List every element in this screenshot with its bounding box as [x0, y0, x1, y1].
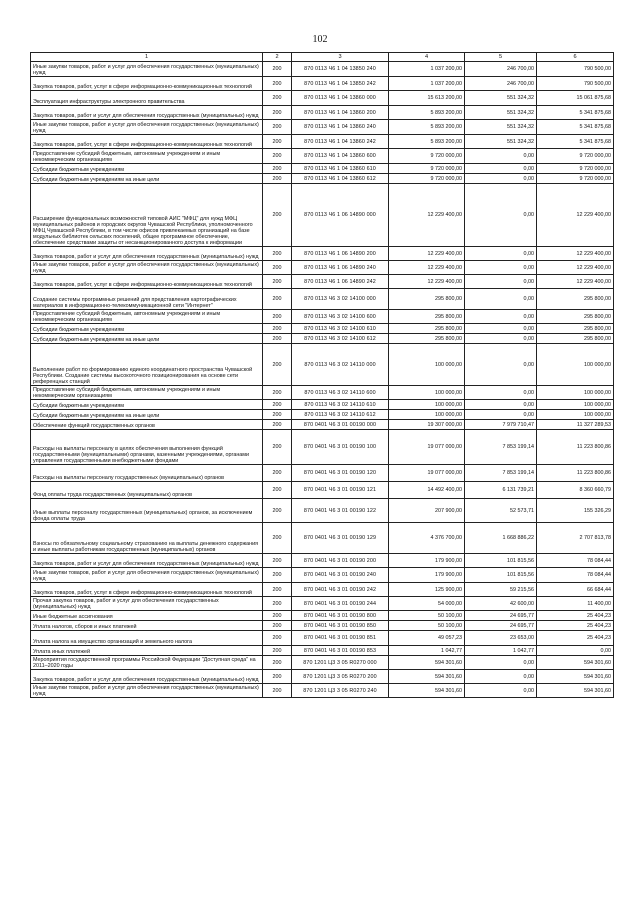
row-name-cell: Расходы на выплаты персоналу в целях обеспечения выполнения функций государственными (муниципальными) органами, казенными учреждениями, органами управления государственными внебюджетными фондами — [31, 430, 263, 465]
row-code-200-cell: 200 — [263, 583, 292, 597]
row-code-200-cell: 200 — [263, 611, 292, 621]
row-classification-code-cell: 870 0401 Ч6 3 01 00190 000 — [292, 420, 389, 430]
row-name-cell: Закупка товаров, работ и услуг для обеспечения государственных (муниципальных) нужд — [31, 670, 263, 684]
table-row — [31, 621, 614, 631]
row-amount-col4-cell: 100 000,00 — [389, 410, 465, 420]
row-code-200-cell: 200 — [263, 334, 292, 344]
row-amount-col4-cell: 12 229 400,00 — [389, 184, 465, 247]
row-amount-col6-cell: 9 720 000,00 — [537, 174, 614, 184]
row-name-cell: Субсидии бюджетным учреждениям — [31, 400, 263, 410]
row-name-cell: Закупка товаров, работ, услуг в сфере информационно-коммуникационных технологий — [31, 275, 263, 289]
row-classification-code-cell: 870 0113 Ч6 1 04 13860 200 — [292, 106, 389, 120]
row-classification-code-cell: 870 0401 Ч6 3 01 00190 122 — [292, 499, 389, 523]
table-row — [31, 120, 614, 135]
row-amount-col5-cell: 551 324,32 — [465, 91, 537, 106]
table-row — [31, 261, 614, 275]
row-code-200-cell: 200 — [263, 631, 292, 646]
row-amount-col4-cell: 594 301,60 — [389, 656, 465, 670]
row-classification-code-cell: 870 0113 Ч6 1 06 14890 242 — [292, 275, 389, 289]
row-amount-col4-cell: 49 057,23 — [389, 631, 465, 646]
row-code-200-cell: 200 — [263, 77, 292, 91]
row-amount-col4-cell: 100 000,00 — [389, 386, 465, 400]
row-name-cell: Иные закупки товаров, работ и услуг для обеспечения государственных (муниципальных) нужд — [31, 684, 263, 698]
row-name-cell: Уплата налога на имущество организаций и земельного налога — [31, 631, 263, 646]
row-code-200-cell: 200 — [263, 568, 292, 583]
row-amount-col5-cell: 0,00 — [465, 386, 537, 400]
row-amount-col6-cell: 66 684,44 — [537, 583, 614, 597]
row-amount-col4-cell: 12 229 400,00 — [389, 247, 465, 261]
table-row — [31, 465, 614, 482]
row-code-200-cell: 200 — [263, 174, 292, 184]
table-row — [31, 324, 614, 334]
row-amount-col6-cell: 594 301,60 — [537, 684, 614, 698]
row-amount-col4-cell: 100 000,00 — [389, 344, 465, 386]
row-code-200-cell: 200 — [263, 554, 292, 568]
row-amount-col5-cell: 0,00 — [465, 656, 537, 670]
table-row — [31, 135, 614, 149]
row-classification-code-cell: 870 1201 Ц3 3 05 R0270 240 — [292, 684, 389, 698]
col-header-1: 1 — [31, 53, 263, 62]
row-classification-code-cell: 870 0401 Ч6 3 01 00190 850 — [292, 621, 389, 631]
row-amount-col5-cell: 0,00 — [465, 670, 537, 684]
row-amount-col5-cell: 551 324,32 — [465, 106, 537, 120]
row-amount-col6-cell: 5 341 875,68 — [537, 106, 614, 120]
row-code-200-cell: 200 — [263, 344, 292, 386]
row-amount-col4-cell: 1 037 200,00 — [389, 77, 465, 91]
table-row — [31, 275, 614, 289]
row-amount-col6-cell: 11 327 289,53 — [537, 420, 614, 430]
row-classification-code-cell: 870 0401 Ч6 3 01 00190 244 — [292, 597, 389, 611]
row-amount-col6-cell: 25 404,23 — [537, 611, 614, 621]
row-amount-col5-cell: 7 853 199,14 — [465, 465, 537, 482]
row-name-cell: Иные закупки товаров, работ и услуг для обеспечения государственных (муниципальных) нужд — [31, 261, 263, 275]
row-amount-col5-cell: 7 979 710,47 — [465, 420, 537, 430]
row-amount-col6-cell: 155 326,29 — [537, 499, 614, 523]
row-amount-col5-cell: 101 815,56 — [465, 568, 537, 583]
table-row — [31, 91, 614, 106]
row-amount-col5-cell: 52 573,71 — [465, 499, 537, 523]
row-amount-col6-cell: 5 341 875,68 — [537, 120, 614, 135]
row-code-200-cell: 200 — [263, 420, 292, 430]
row-amount-col4-cell: 1 042,77 — [389, 646, 465, 656]
row-code-200-cell: 200 — [263, 499, 292, 523]
row-classification-code-cell: 870 0113 Ч6 1 04 13860 610 — [292, 164, 389, 174]
row-classification-code-cell: 870 0401 Ч6 3 01 00190 851 — [292, 631, 389, 646]
row-classification-code-cell: 870 0113 Ч6 1 06 14890 240 — [292, 261, 389, 275]
row-name-cell: Эксплуатация инфраструктуры электронного правительства — [31, 91, 263, 106]
row-classification-code-cell: 870 0113 Ч6 3 02 14110 000 — [292, 344, 389, 386]
row-amount-col5-cell: 42 600,00 — [465, 597, 537, 611]
row-amount-col6-cell: 12 229 400,00 — [537, 184, 614, 247]
row-amount-col5-cell: 0,00 — [465, 275, 537, 289]
col-header-4: 4 — [389, 53, 465, 62]
row-code-200-cell: 200 — [263, 310, 292, 324]
row-amount-col5-cell: 0,00 — [465, 247, 537, 261]
row-amount-col4-cell: 295 800,00 — [389, 289, 465, 310]
row-classification-code-cell: 870 0113 Ч6 3 02 14100 610 — [292, 324, 389, 334]
row-classification-code-cell: 870 0113 Ч6 1 04 13860 600 — [292, 149, 389, 164]
row-name-cell: Создание системы программных решений для представления картографических материалов в информационно-телекоммуникационной сети "Интернет" — [31, 289, 263, 310]
table-row — [31, 77, 614, 91]
row-classification-code-cell: 870 1201 Ц3 3 05 R0270 000 — [292, 656, 389, 670]
row-amount-col6-cell: 5 341 875,68 — [537, 135, 614, 149]
row-name-cell: Взносы по обязательному социальному страхованию на выплаты денежного содержания и иные выплаты работникам государственных (муниципальных) органов — [31, 523, 263, 554]
row-code-200-cell: 200 — [263, 275, 292, 289]
row-classification-code-cell: 870 0113 Ч6 1 04 13860 612 — [292, 174, 389, 184]
row-code-200-cell: 200 — [263, 410, 292, 420]
row-amount-col6-cell: 100 000,00 — [537, 344, 614, 386]
row-amount-col6-cell: 9 720 000,00 — [537, 164, 614, 174]
table-row — [31, 149, 614, 164]
row-amount-col6-cell: 790 500,00 — [537, 77, 614, 91]
row-amount-col4-cell: 125 900,00 — [389, 583, 465, 597]
row-amount-col6-cell: 295 800,00 — [537, 334, 614, 344]
row-code-200-cell: 200 — [263, 106, 292, 120]
table-row — [31, 646, 614, 656]
row-classification-code-cell: 870 0113 Ч6 1 04 13850 240 — [292, 62, 389, 77]
row-amount-col5-cell: 6 131 739,21 — [465, 482, 537, 499]
column-number-row — [31, 53, 614, 62]
row-name-cell: Закупка товаров, работ, услуг в сфере информационно-коммуникационных технологий — [31, 77, 263, 91]
row-amount-col6-cell: 594 301,60 — [537, 670, 614, 684]
row-classification-code-cell: 870 0113 Ч6 3 02 14110 600 — [292, 386, 389, 400]
row-amount-col4-cell: 12 229 400,00 — [389, 261, 465, 275]
row-code-200-cell: 200 — [263, 289, 292, 310]
row-amount-col5-cell: 0,00 — [465, 174, 537, 184]
row-amount-col6-cell: 9 720 000,00 — [537, 149, 614, 164]
row-amount-col6-cell: 295 800,00 — [537, 324, 614, 334]
row-classification-code-cell: 870 0401 Ч6 3 01 00190 121 — [292, 482, 389, 499]
col-header-3: 3 — [292, 53, 389, 62]
row-amount-col6-cell: 295 800,00 — [537, 310, 614, 324]
row-code-200-cell: 200 — [263, 465, 292, 482]
table-row — [31, 106, 614, 120]
row-name-cell: Иные бюджетные ассигнования — [31, 611, 263, 621]
row-classification-code-cell: 870 0113 Ч6 3 02 14100 600 — [292, 310, 389, 324]
row-amount-col4-cell: 295 800,00 — [389, 310, 465, 324]
row-name-cell: Уплата иных платежей — [31, 646, 263, 656]
row-classification-code-cell: 870 0401 Ч6 3 01 00190 100 — [292, 430, 389, 465]
row-amount-col5-cell: 24 695,77 — [465, 611, 537, 621]
row-amount-col6-cell: 295 800,00 — [537, 289, 614, 310]
table-row — [31, 184, 614, 247]
row-code-200-cell: 200 — [263, 184, 292, 247]
row-amount-col5-cell: 0,00 — [465, 184, 537, 247]
row-amount-col5-cell: 1 042,77 — [465, 646, 537, 656]
row-code-200-cell: 200 — [263, 91, 292, 106]
row-amount-col4-cell: 14 492 400,00 — [389, 482, 465, 499]
row-amount-col6-cell: 11 400,00 — [537, 597, 614, 611]
row-amount-col5-cell: 0,00 — [465, 310, 537, 324]
table-row — [31, 420, 614, 430]
table-row — [31, 310, 614, 324]
row-classification-code-cell: 870 1201 Ц3 3 05 R0270 200 — [292, 670, 389, 684]
table-row — [31, 583, 614, 597]
table-row — [31, 62, 614, 77]
row-amount-col5-cell: 0,00 — [465, 164, 537, 174]
row-code-200-cell: 200 — [263, 120, 292, 135]
row-amount-col5-cell: 246 700,00 — [465, 62, 537, 77]
row-amount-col6-cell: 8 360 660,79 — [537, 482, 614, 499]
row-classification-code-cell: 870 0113 Ч6 1 04 13850 242 — [292, 77, 389, 91]
row-amount-col6-cell: 594 301,60 — [537, 656, 614, 670]
row-amount-col4-cell: 4 376 700,00 — [389, 523, 465, 554]
row-amount-col4-cell: 207 900,00 — [389, 499, 465, 523]
row-amount-col4-cell: 54 000,00 — [389, 597, 465, 611]
row-classification-code-cell: 870 0401 Ч6 3 01 00190 120 — [292, 465, 389, 482]
row-amount-col6-cell: 100 000,00 — [537, 386, 614, 400]
row-amount-col6-cell: 2 707 813,78 — [537, 523, 614, 554]
row-amount-col5-cell: 551 324,32 — [465, 120, 537, 135]
row-amount-col4-cell: 594 301,60 — [389, 684, 465, 698]
row-amount-col6-cell: 15 061 875,68 — [537, 91, 614, 106]
row-amount-col6-cell: 11 223 800,86 — [537, 465, 614, 482]
row-code-200-cell: 200 — [263, 670, 292, 684]
row-amount-col4-cell: 50 100,00 — [389, 611, 465, 621]
row-amount-col5-cell: 246 700,00 — [465, 77, 537, 91]
row-name-cell: Расширение функциональных возможностей типовой АИС "МФЦ" для нужд МФЦ муниципальных районов и городских округов Чувашской Республики, уполномоченного МФЦ Чувашской Республики, в том числе офисов привлекаемых организаций на базе модульных библиотек сельских поселений, общее программное обеспечение, обеспечение средствами защиты от несанкционированного доступа к информации — [31, 184, 263, 247]
row-name-cell: Закупка товаров, работ и услуг для обеспечения государственных (муниципальных) нужд — [31, 554, 263, 568]
row-amount-col6-cell: 25 404,23 — [537, 631, 614, 646]
row-amount-col5-cell: 0,00 — [465, 334, 537, 344]
row-name-cell: Мероприятия государственной программы Российской Федерации "Доступная среда" на 2011–2020 годы — [31, 656, 263, 670]
row-amount-col4-cell: 9 720 000,00 — [389, 174, 465, 184]
row-name-cell: Субсидии бюджетным учреждениям — [31, 324, 263, 334]
table-row — [31, 410, 614, 420]
row-amount-col4-cell: 5 893 200,00 — [389, 135, 465, 149]
col-header-2: 2 — [263, 53, 292, 62]
row-classification-code-cell: 870 0401 Ч6 3 01 00190 853 — [292, 646, 389, 656]
row-amount-col5-cell: 0,00 — [465, 400, 537, 410]
table-row — [31, 400, 614, 410]
row-amount-col5-cell: 0,00 — [465, 344, 537, 386]
row-amount-col6-cell: 25 404,23 — [537, 621, 614, 631]
row-amount-col5-cell: 0,00 — [465, 684, 537, 698]
row-amount-col5-cell: 7 853 199,14 — [465, 430, 537, 465]
row-classification-code-cell: 870 0401 Ч6 3 01 00190 800 — [292, 611, 389, 621]
row-name-cell: Предоставление субсидий бюджетным, автономным учреждениям и иным некоммерческим организациям — [31, 149, 263, 164]
row-name-cell: Закупка товаров, работ, услуг в сфере информационно-коммуникационных технологий — [31, 583, 263, 597]
row-name-cell: Иные закупки товаров, работ и услуг для обеспечения государственных (муниципальных) нужд — [31, 568, 263, 583]
row-classification-code-cell: 870 0401 Ч6 3 01 00190 240 — [292, 568, 389, 583]
table-header — [31, 53, 614, 62]
row-code-200-cell: 200 — [263, 646, 292, 656]
row-amount-col6-cell: 100 000,00 — [537, 410, 614, 420]
table-row — [31, 386, 614, 400]
row-amount-col4-cell: 19 307 000,00 — [389, 420, 465, 430]
table-row — [31, 597, 614, 611]
row-amount-col4-cell: 179 900,00 — [389, 554, 465, 568]
table-row — [31, 174, 614, 184]
row-amount-col5-cell: 551 324,32 — [465, 135, 537, 149]
row-amount-col5-cell: 0,00 — [465, 149, 537, 164]
row-name-cell: Уплата налогов, сборов и иных платежей — [31, 621, 263, 631]
row-amount-col5-cell: 24 695,77 — [465, 621, 537, 631]
table-row — [31, 247, 614, 261]
row-name-cell: Субсидии бюджетным учреждениям на иные цели — [31, 174, 263, 184]
row-name-cell: Обеспечение функций государственных органов — [31, 420, 263, 430]
row-name-cell: Субсидии бюджетным учреждениям на иные цели — [31, 410, 263, 420]
col-header-6: 6 — [537, 53, 614, 62]
row-name-cell: Предоставление субсидий бюджетным, автономным учреждениям и иным некоммерческим организациям — [31, 310, 263, 324]
row-name-cell: Закупка товаров, работ, услуг в сфере информационно-коммуникационных технологий — [31, 135, 263, 149]
row-amount-col5-cell: 1 668 886,22 — [465, 523, 537, 554]
table-row — [31, 684, 614, 698]
table-row — [31, 554, 614, 568]
row-amount-col4-cell: 5 893 200,00 — [389, 106, 465, 120]
table-row — [31, 656, 614, 670]
row-classification-code-cell: 870 0113 Ч6 1 04 13860 242 — [292, 135, 389, 149]
row-amount-col6-cell: 12 229 400,00 — [537, 247, 614, 261]
row-amount-col4-cell: 100 000,00 — [389, 400, 465, 410]
row-name-cell: Субсидии бюджетным учреждениям — [31, 164, 263, 174]
row-code-200-cell: 200 — [263, 247, 292, 261]
row-amount-col6-cell: 12 229 400,00 — [537, 275, 614, 289]
row-amount-col4-cell: 5 893 200,00 — [389, 120, 465, 135]
row-amount-col5-cell: 0,00 — [465, 410, 537, 420]
budget-table — [30, 52, 614, 698]
row-name-cell: Закупка товаров, работ и услуг для обеспечения государственных (муниципальных) нужд — [31, 247, 263, 261]
row-amount-col4-cell: 19 077 000,00 — [389, 465, 465, 482]
row-amount-col4-cell: 19 077 000,00 — [389, 430, 465, 465]
row-classification-code-cell: 870 0113 Ч6 1 04 13860 240 — [292, 120, 389, 135]
row-amount-col6-cell: 12 229 400,00 — [537, 261, 614, 275]
table-row — [31, 164, 614, 174]
row-amount-col4-cell: 179 900,00 — [389, 568, 465, 583]
table-row — [31, 611, 614, 621]
row-code-200-cell: 200 — [263, 684, 292, 698]
row-amount-col4-cell: 9 720 000,00 — [389, 149, 465, 164]
row-name-cell: Расходы на выплаты персоналу государственных (муниципальных) органов — [31, 465, 263, 482]
row-amount-col6-cell: 78 084,44 — [537, 568, 614, 583]
table-row — [31, 631, 614, 646]
row-name-cell: Иные закупки товаров, работ и услуг для обеспечения государственных (муниципальных) нужд — [31, 120, 263, 135]
row-amount-col5-cell: 0,00 — [465, 261, 537, 275]
row-name-cell: Субсидии бюджетным учреждениям на иные цели — [31, 334, 263, 344]
row-code-200-cell: 200 — [263, 261, 292, 275]
row-code-200-cell: 200 — [263, 324, 292, 334]
row-amount-col4-cell: 295 800,00 — [389, 324, 465, 334]
row-amount-col6-cell: 78 084,44 — [537, 554, 614, 568]
table-row — [31, 499, 614, 523]
table-row — [31, 523, 614, 554]
row-classification-code-cell: 870 0113 Ч6 3 02 14110 612 — [292, 410, 389, 420]
row-classification-code-cell: 870 0113 Ч6 3 02 14110 610 — [292, 400, 389, 410]
row-code-200-cell: 200 — [263, 482, 292, 499]
row-amount-col6-cell: 790 500,00 — [537, 62, 614, 77]
row-name-cell: Прочая закупка товаров, работ и услуг для обеспечения государственных (муниципальных) нужд — [31, 597, 263, 611]
row-classification-code-cell: 870 0113 Ч6 3 02 14100 000 — [292, 289, 389, 310]
row-code-200-cell: 200 — [263, 523, 292, 554]
table-row — [31, 289, 614, 310]
row-amount-col5-cell: 101 815,56 — [465, 554, 537, 568]
row-classification-code-cell: 870 0113 Ч6 1 04 13860 000 — [292, 91, 389, 106]
row-classification-code-cell: 870 0401 Ч6 3 01 00190 129 — [292, 523, 389, 554]
row-amount-col5-cell: 0,00 — [465, 324, 537, 334]
row-name-cell: Выполнение работ по формированию единого координатного пространства Чувашской Республики. Создание системы высокоточного позиционирования на основе сети референцных станций — [31, 344, 263, 386]
row-code-200-cell: 200 — [263, 621, 292, 631]
page-number: 102 — [312, 34, 328, 45]
row-amount-col4-cell: 594 301,60 — [389, 670, 465, 684]
row-amount-col4-cell: 295 800,00 — [389, 334, 465, 344]
table-row — [31, 568, 614, 583]
row-classification-code-cell: 870 0113 Ч6 3 02 14100 612 — [292, 334, 389, 344]
col-header-5: 5 — [465, 53, 537, 62]
row-code-200-cell: 200 — [263, 135, 292, 149]
table-row — [31, 482, 614, 499]
row-code-200-cell: 200 — [263, 149, 292, 164]
row-amount-col5-cell: 23 653,00 — [465, 631, 537, 646]
row-classification-code-cell: 870 0401 Ч6 3 01 00190 200 — [292, 554, 389, 568]
row-classification-code-cell: 870 0401 Ч6 3 01 00190 242 — [292, 583, 389, 597]
table-row — [31, 670, 614, 684]
row-name-cell: Иные выплаты персоналу государственных (муниципальных) органов, за исключением фонда оплаты труда — [31, 499, 263, 523]
row-code-200-cell: 200 — [263, 430, 292, 465]
row-code-200-cell: 200 — [263, 400, 292, 410]
row-amount-col6-cell: 100 000,00 — [537, 400, 614, 410]
row-amount-col5-cell: 0,00 — [465, 289, 537, 310]
row-classification-code-cell: 870 0113 Ч6 1 06 14890 000 — [292, 184, 389, 247]
row-code-200-cell: 200 — [263, 656, 292, 670]
row-amount-col5-cell: 59 215,56 — [465, 583, 537, 597]
row-amount-col4-cell: 50 100,00 — [389, 621, 465, 631]
row-code-200-cell: 200 — [263, 386, 292, 400]
row-amount-col6-cell: 11 223 800,86 — [537, 430, 614, 465]
row-name-cell: Иные закупки товаров, работ и услуг для обеспечения государственных (муниципальных) нужд — [31, 62, 263, 77]
row-amount-col4-cell: 12 229 400,00 — [389, 275, 465, 289]
row-amount-col4-cell: 1 037 200,00 — [389, 62, 465, 77]
row-amount-col4-cell: 15 613 200,00 — [389, 91, 465, 106]
table-row — [31, 344, 614, 386]
table-row — [31, 430, 614, 465]
row-code-200-cell: 200 — [263, 164, 292, 174]
row-name-cell: Фонд оплаты труда государственных (муниципальных) органов — [31, 482, 263, 499]
row-code-200-cell: 200 — [263, 62, 292, 77]
row-classification-code-cell: 870 0113 Ч6 1 06 14890 200 — [292, 247, 389, 261]
row-code-200-cell: 200 — [263, 597, 292, 611]
table-row — [31, 334, 614, 344]
row-name-cell: Закупка товаров, работ и услуг для обеспечения государственных (муниципальных) нужд — [31, 106, 263, 120]
row-name-cell: Предоставление субсидий бюджетным, автономным учреждениям и иным некоммерческим организациям — [31, 386, 263, 400]
row-amount-col4-cell: 9 720 000,00 — [389, 164, 465, 174]
table-body — [31, 62, 614, 698]
row-amount-col6-cell: 0,00 — [537, 646, 614, 656]
